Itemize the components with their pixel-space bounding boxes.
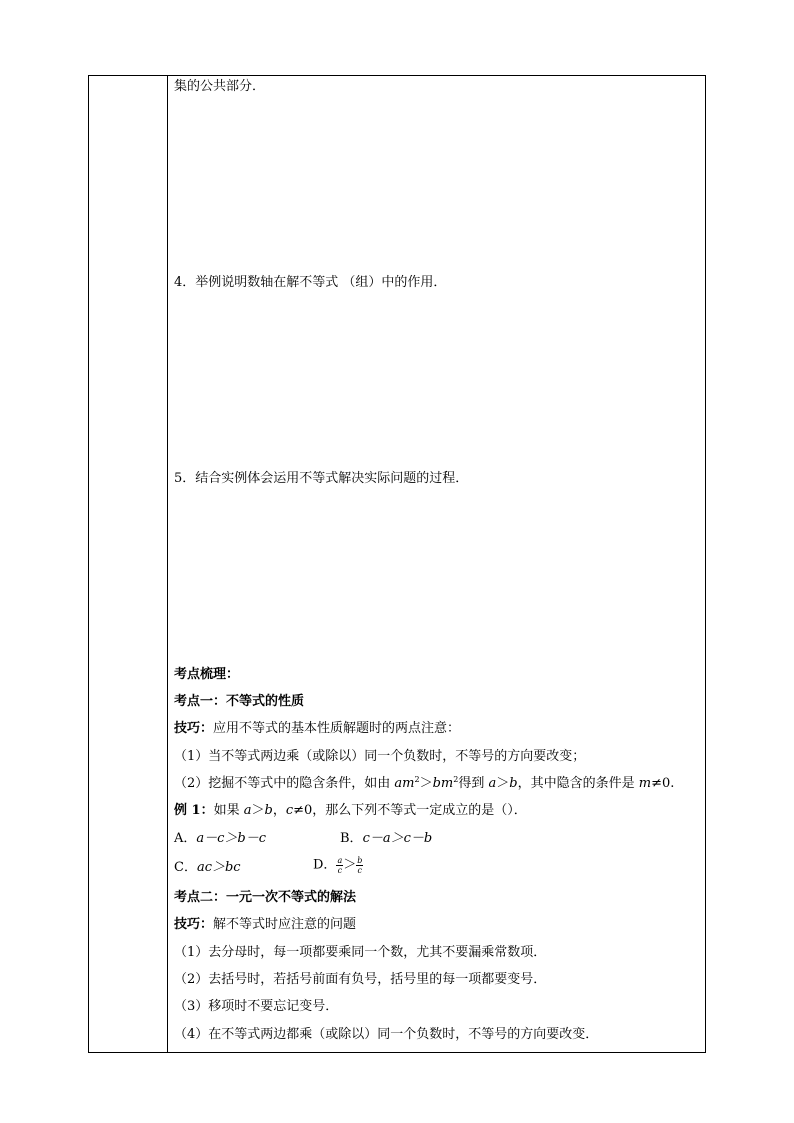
point-2-tip	[174, 917, 356, 933]
math-var: am	[394, 776, 415, 791]
option-d	[313, 856, 363, 875]
example-1-question	[174, 803, 527, 819]
math-operator: ＞	[496, 776, 510, 791]
math-var: c	[285, 803, 294, 818]
example-label: 例 1：	[174, 803, 214, 818]
question-text: ，	[272, 803, 286, 818]
point-1-note-1: （1）当不等式两边乘（或除以）同一个负数时，不等号的方向要改变；	[174, 749, 586, 764]
question-text: 如果	[213, 803, 244, 818]
column-divider	[167, 75, 168, 1053]
option-d-label: D．	[313, 857, 337, 873]
option-c-expression: ac＞bc	[196, 860, 241, 875]
math-var: b	[509, 776, 518, 791]
fraction-numerator: a	[337, 856, 343, 865]
fraction-denominator: c	[337, 866, 343, 875]
table-frame	[88, 75, 706, 1053]
rule-3: （3）移项时不要忘记变号．	[174, 999, 339, 1014]
option-b-label: B．	[340, 831, 363, 846]
point-1-note-2	[174, 776, 674, 792]
note-text: 得到	[458, 776, 489, 791]
math-operator: ＞	[251, 803, 265, 818]
rule-2: （2）去括号时，若括号前面有负号，括号里的每一项都要变号．	[174, 972, 547, 987]
math-var: a	[488, 776, 497, 791]
fraction-denominator: c	[357, 866, 363, 875]
math-var: b	[264, 803, 273, 818]
review-heading: 考点梳理：	[174, 667, 240, 682]
note-text: ，其中隐含的条件是	[517, 776, 639, 791]
question-text: ≠0，那么下列不等式一定成立的是（）．	[293, 803, 527, 818]
option-a	[174, 831, 266, 846]
tip-text: 应用不等式的基本性质解题时的两点注意：	[213, 721, 461, 736]
option-c-label: C．	[174, 860, 197, 875]
option-a-expression: a－c＞b－c	[196, 831, 267, 846]
options-row-cd	[174, 856, 594, 880]
tip-text: 解不等式时应注意的问题	[213, 917, 357, 932]
option-a-label: A．	[174, 831, 197, 846]
intro-tail-text: 集的公共部分．	[174, 79, 266, 94]
point-1-tip	[174, 721, 460, 737]
tip-label: 技巧：	[174, 721, 214, 736]
option-c	[174, 860, 241, 875]
note-text: （2）挖掘不等式中的隐含条件，如由	[174, 776, 395, 791]
rule-1: （1）去分母时，每一项都要乘同一个数，尤其不要漏乘常数项．	[174, 945, 547, 960]
item-4-text: 4．举例说明数轴在解不等式 （组）中的作用．	[174, 275, 447, 290]
rule-4: （4）在不等式两边都乘（或除以）同一个负数时，不等号的方向要改变．	[174, 1027, 599, 1042]
option-b-expression: c－a＞c－b	[362, 831, 433, 846]
math-var: m	[638, 776, 652, 791]
math-exponent: 2	[414, 775, 420, 784]
fraction-b-over-c	[356, 856, 363, 875]
tip-label: 技巧：	[174, 917, 214, 932]
point-2-title: 考点二：一元一次不等式的解法	[174, 890, 357, 905]
math-exponent: 2	[453, 775, 459, 784]
item-5-text: 5．结合实例体会运用不等式解决实际问题的过程．	[174, 471, 469, 486]
point-1-title: 考点一：不等式的性质	[174, 694, 305, 709]
note-text: ≠0.	[651, 776, 675, 791]
option-b	[340, 831, 432, 847]
math-operator: ＞	[343, 857, 357, 873]
math-var: a	[243, 803, 252, 818]
math-var: bm	[432, 776, 454, 791]
math-operator: ＞	[419, 776, 433, 791]
fraction-numerator: b	[357, 856, 363, 865]
options-row-ab	[174, 831, 594, 847]
